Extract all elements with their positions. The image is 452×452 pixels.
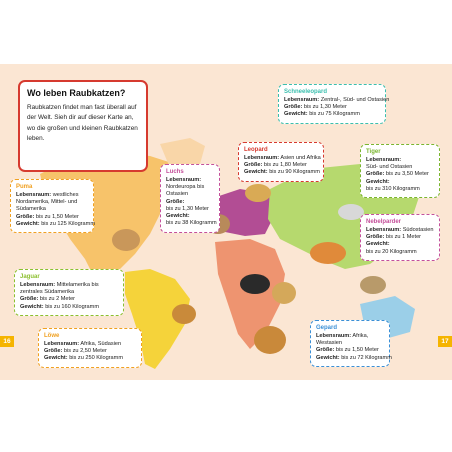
card-nebelparder-habitat-label: Lebensraum: bbox=[366, 226, 402, 233]
card-tiger-size: bis zu 3,50 Meter bbox=[385, 171, 429, 178]
puma-illustration bbox=[112, 229, 140, 251]
card-leopard-habitat: Asien und Afrika bbox=[280, 154, 321, 161]
intro-box bbox=[18, 80, 148, 172]
card-tiger-weight: bis zu 310 Kilogramm bbox=[366, 185, 420, 192]
card-puma-size: bis zu 1,50 Meter bbox=[35, 213, 79, 220]
card-jaguar bbox=[14, 269, 124, 316]
card-luchs-name: Luchs bbox=[166, 169, 184, 175]
card-loewe bbox=[38, 328, 142, 368]
card-jaguar-habitat-label: Lebensraum: bbox=[20, 281, 56, 288]
page-number-right: 17 bbox=[438, 336, 452, 347]
card-gepard bbox=[310, 320, 390, 367]
lion-illustration bbox=[254, 326, 286, 354]
card-schneeleopard-weight: bis zu 75 Kilogramm bbox=[309, 111, 360, 118]
card-nebelparder-size-label: Größe: bbox=[366, 234, 385, 241]
card-loewe-name: Löwe bbox=[44, 333, 60, 339]
card-jaguar-size: bis zu 2 Meter bbox=[39, 296, 76, 303]
card-puma-size-label: Größe: bbox=[16, 213, 35, 220]
card-gepard-weight: bis zu 72 Kilogramm bbox=[341, 354, 392, 361]
card-schneeleopard-habitat: Zentral-, Süd- und Ostasien bbox=[320, 96, 390, 103]
card-leopard-name: Leopard bbox=[244, 147, 268, 153]
card-schneeleopard-weight-label: Gewicht: bbox=[284, 111, 308, 118]
card-gepard-size-label: Größe: bbox=[316, 347, 335, 354]
jaguar-illustration bbox=[172, 304, 196, 324]
card-gepard-name: Gepard bbox=[316, 325, 338, 331]
card-jaguar-weight: bis zu 160 Kilogramm bbox=[45, 303, 99, 310]
card-puma-weight-label: Gewicht: bbox=[16, 220, 40, 227]
card-leopard-weight: bis zu 90 Kilogramm bbox=[269, 169, 320, 176]
cheetah-illustration bbox=[272, 282, 296, 304]
card-tiger-habitat-label: Lebensraum: bbox=[366, 156, 402, 163]
card-nebelparder-weight-label: Gewicht: bbox=[366, 241, 390, 248]
card-luchs-size-label: Größe: bbox=[166, 198, 185, 205]
intro-title: Wo leben Raubkatzen? bbox=[27, 88, 126, 98]
card-jaguar-name: Jaguar bbox=[20, 274, 40, 280]
card-gepard-size: bis zu 1,50 Meter bbox=[335, 347, 379, 354]
page-number-left: 16 bbox=[0, 336, 14, 347]
card-gepard-habitat: Afrika, Westasien bbox=[316, 332, 369, 347]
card-luchs bbox=[160, 164, 220, 233]
card-loewe-weight: bis zu 250 Kilogramm bbox=[69, 355, 123, 362]
card-tiger-size-label: Größe: bbox=[366, 171, 385, 178]
card-leopard-weight-label: Gewicht: bbox=[244, 169, 268, 176]
card-nebelparder bbox=[360, 214, 440, 261]
card-luchs-weight-label: Gewicht: bbox=[166, 213, 190, 220]
card-puma-habitat-label: Lebensraum: bbox=[16, 191, 52, 198]
card-schneeleopard-size: bis zu 1,30 Meter bbox=[303, 104, 347, 111]
card-schneeleopard-size-label: Größe: bbox=[284, 104, 303, 111]
card-puma-habitat: westliches Nordamerika, Mittel- und Südamerika bbox=[16, 191, 79, 213]
card-leopard-habitat-label: Lebensraum: bbox=[244, 154, 280, 161]
card-luchs-weight: bis zu 38 Kilogramm bbox=[166, 220, 217, 227]
card-loewe-size-label: Größe: bbox=[44, 348, 63, 355]
card-puma bbox=[10, 179, 94, 233]
card-luchs-habitat-label: Lebensraum: bbox=[166, 176, 202, 183]
card-loewe-weight-label: Gewicht: bbox=[44, 355, 68, 362]
card-nebelparder-size: bis zu 1 Meter bbox=[385, 234, 422, 241]
card-tiger-habitat: Süd- und Ostasien bbox=[366, 164, 413, 171]
card-loewe-habitat: Afrika, Südasien bbox=[80, 340, 122, 347]
card-jaguar-size-label: Größe: bbox=[20, 296, 39, 303]
card-schneeleopard-name: Schneeleopard bbox=[284, 89, 328, 95]
card-luchs-size: bis zu 1,30 Meter bbox=[166, 205, 209, 212]
card-schneeleopard-habitat-label: Lebensraum: bbox=[284, 96, 320, 103]
card-leopard bbox=[238, 142, 324, 182]
card-loewe-habitat-label: Lebensraum: bbox=[44, 340, 80, 347]
card-tiger-name: Tiger bbox=[366, 149, 381, 155]
card-nebelparder-habitat: Südostasien bbox=[402, 226, 434, 233]
card-tiger bbox=[360, 144, 440, 198]
card-leopard-size: bis zu 1,80 Meter bbox=[263, 162, 307, 169]
card-nebelparder-weight: bis zu 20 Kilogramm bbox=[366, 248, 417, 255]
tiger-illustration bbox=[310, 242, 346, 264]
card-leopard-size-label: Größe: bbox=[244, 162, 263, 169]
card-nebelparder-name: Nebelparder bbox=[366, 219, 402, 225]
intro-text: Raubkatzen findet man fast überall auf der Welt. Sieh dir auf dieser Karte an, wo die großen und kleinen Raubkatzen leben. bbox=[27, 104, 138, 142]
clouded-leopard-illustration bbox=[360, 276, 386, 294]
card-puma-name: Puma bbox=[16, 184, 33, 190]
card-loewe-size: bis zu 2,50 Meter bbox=[63, 348, 107, 355]
book-spread bbox=[0, 64, 452, 380]
card-tiger-weight-label: Gewicht: bbox=[366, 178, 390, 185]
leopard-illustration bbox=[245, 184, 271, 202]
card-gepard-habitat-label: Lebensraum: bbox=[316, 332, 352, 339]
black-panther-illustration bbox=[240, 274, 270, 294]
card-jaguar-habitat: Mittelamerika bis zentrales Südamerika bbox=[20, 281, 99, 296]
card-schneeleopard bbox=[278, 84, 390, 124]
card-luchs-habitat: Nordeuropa bis Ostasien bbox=[166, 184, 205, 198]
card-gepard-weight-label: Gewicht: bbox=[316, 354, 340, 361]
card-puma-weight: bis zu 125 Kilogramm bbox=[41, 220, 95, 227]
card-jaguar-weight-label: Gewicht: bbox=[20, 303, 44, 310]
